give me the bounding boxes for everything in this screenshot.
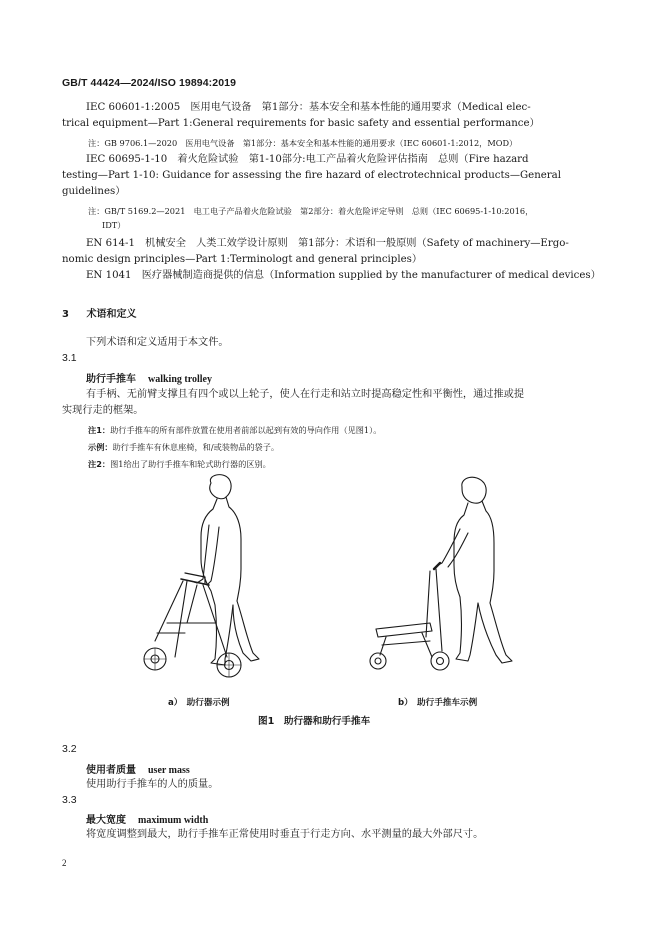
term-definition: 将宽度调整到最大，助行手推车正常使用时垂直于行走方向、水平测量的最大外部尺寸。 — [86, 829, 484, 840]
reference-line: IEC 60695-1-10 着火危险试验 第1-10部分:电工产品着火危险评估指南 总则（Fire hazard — [86, 154, 529, 165]
reference-en-1041 — [86, 268, 601, 284]
section-3-intro: 下列术语和定义适用于本文件。 — [86, 337, 229, 348]
term-definition — [62, 387, 578, 419]
figure-caption-b: b） 助行手推车示例 — [398, 698, 478, 708]
term-note-1 — [88, 423, 578, 437]
term-number: 3.1 — [62, 352, 77, 364]
reference-line: testing—Part 1-10: Guidance for assessing the fire hazard of electrotechnical products—General — [62, 170, 561, 181]
reference-line: EN 614-1 机械安全 人类工效学设计原则 第1部分：术语和一般原则（Safety of machinery—Ergo- — [86, 238, 569, 249]
term-example — [88, 440, 578, 454]
reference-iec-60601-1 — [62, 100, 578, 132]
figure-rollator-illustration — [125, 473, 285, 688]
reference-iec-60695-1-10 — [62, 152, 578, 200]
section-title: 术语和定义 — [86, 309, 137, 320]
term-number: 3.2 — [62, 743, 77, 755]
document-header: GB/T 44424—2024/ISO 19894:2019 — [62, 77, 237, 89]
reference-line: IEC 60601-1:2005 医用电气设备 第1部分：基本安全和基本性能的通用要求（Medical elec- — [86, 102, 531, 113]
figure-caption-a: a） 助行器示例 — [168, 698, 230, 708]
reference-en-614-1 — [62, 236, 578, 268]
note-label: 注1： — [88, 425, 111, 435]
note-text: 助行手推车的所有部件放置在使用者前部以起到有效的导向作用（见图1）。 — [110, 425, 382, 435]
figure-walking-trolley-illustration — [360, 473, 520, 688]
term-en: walking trolley — [148, 374, 212, 385]
term-title — [86, 370, 212, 385]
note-line: 注：GB/T 5169.2—2021 电工电子产品着火危险试验 第2部分：着火危险评定导则 总则（IEC 60695-1-10:2016， — [88, 206, 534, 216]
term-definition: 使用助行手推车的人的质量。 — [86, 779, 219, 790]
term-title — [86, 761, 190, 776]
figure-title: 图1 助行器和助行手推车 — [258, 716, 371, 727]
reference-line: nomic design principles—Part 1:Terminologt and general principles） — [62, 254, 423, 265]
reference-line: guidelines） — [62, 186, 126, 197]
page-number: 2 — [62, 858, 67, 868]
definition-line: 有手柄、无前臂支撑且有四个或以上轮子，使人在行走和站立时提高稳定性和平衡性，通过推或提 — [86, 389, 525, 400]
term-en: maximum width — [138, 815, 209, 826]
reference-line: trical equipment—Part 1:General requirements for basic safety and essential performance） — [62, 118, 540, 129]
definition-line: 实现行走的框架。 — [62, 405, 144, 416]
reference-line: EN 1041 医疗器械制造商提供的信息（Information supplied by the manufacturer of medical devices） — [86, 270, 601, 281]
term-zh: 助行手推车 — [86, 374, 136, 385]
note-text: 助行手推车有休息座椅，和/或装物品的袋子。 — [112, 442, 280, 452]
term-number: 3.3 — [62, 794, 77, 806]
note-text: 图1给出了助行手推车和轮式助行器的区别。 — [110, 459, 271, 469]
reference-note-gb-9706: 注：GB 9706.1—2020 医用电气设备 第1部分：基本安全和基本性能的通用要求（IEC 60601-1:2012，MOD） — [88, 138, 518, 148]
term-en: user mass — [148, 765, 190, 776]
term-note-2 — [88, 457, 578, 471]
note-line: IDT） — [102, 220, 126, 230]
note-label: 示例： — [88, 442, 113, 452]
term-zh: 最大宽度 — [86, 815, 126, 826]
reference-note-gb-5169 — [88, 204, 578, 232]
section-3-heading — [62, 305, 136, 320]
note-label: 注2： — [88, 459, 111, 469]
term-title — [86, 811, 208, 826]
term-zh: 使用者质量 — [86, 765, 136, 776]
section-number: 3 — [62, 309, 69, 320]
